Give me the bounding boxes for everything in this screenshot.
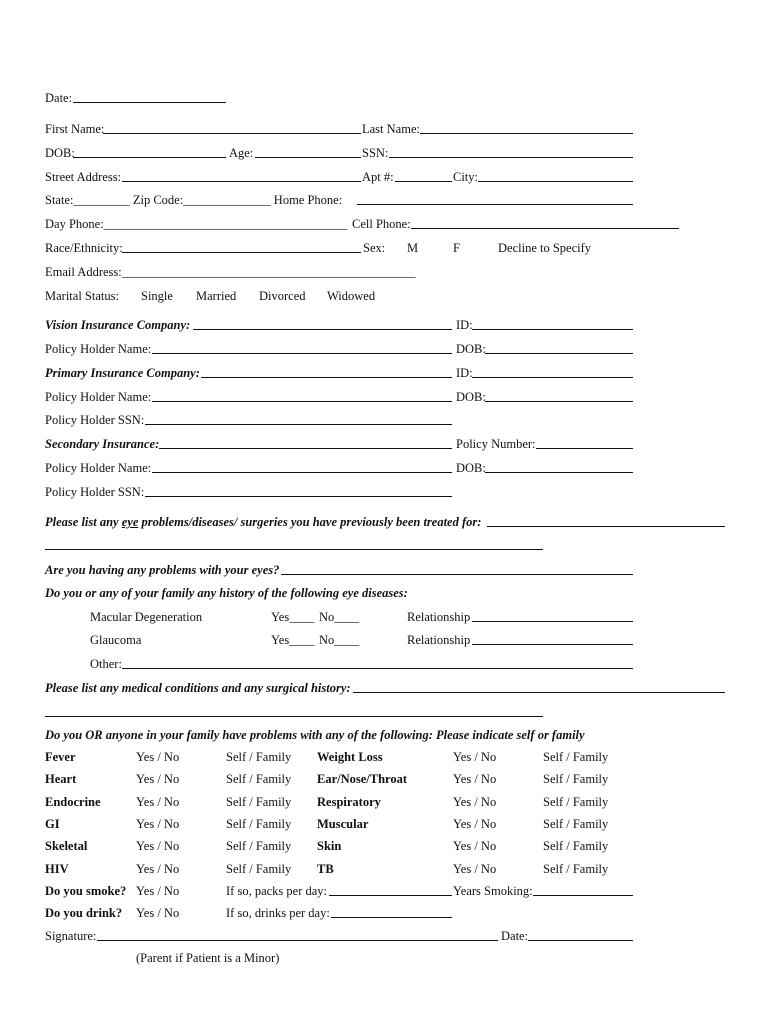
condition-tb: TB <box>317 862 334 876</box>
ssn-field[interactable] <box>389 157 633 158</box>
marital-option-divorced[interactable]: Divorced <box>259 289 306 303</box>
street-field[interactable] <box>122 181 361 182</box>
self-family-option[interactable]: Self / Family <box>543 795 609 809</box>
yes-no-option[interactable]: Yes / No <box>453 750 497 764</box>
drink-yes-no[interactable]: Yes / No <box>136 906 180 920</box>
first-name-label: First Name: <box>45 122 105 136</box>
macular-degeneration-label: Macular Degeneration <box>90 610 203 624</box>
yes-no-option[interactable]: Yes / No <box>453 795 497 809</box>
self-family-option[interactable]: Self / Family <box>226 795 292 809</box>
race-field[interactable] <box>122 252 361 253</box>
eye-problems-question: Are you having any problems with your eyes? <box>45 563 280 577</box>
date-field[interactable] <box>73 102 226 103</box>
primary-holder-name-label: Policy Holder Name: <box>45 390 152 404</box>
yes-no-option[interactable]: Yes / No <box>453 862 497 876</box>
marital-label: Marital Status: <box>45 289 119 303</box>
self-family-option[interactable]: Self / Family <box>226 839 292 853</box>
medical-history-field-2[interactable] <box>45 716 543 717</box>
condition-gi: GI <box>45 817 60 831</box>
vision-insurance-field[interactable] <box>193 329 452 330</box>
city-label: City: <box>453 170 479 184</box>
dob-label: DOB: <box>45 146 75 160</box>
state-zip-home-label: State:_________ Zip Code:______________ Home Phone: <box>45 193 343 207</box>
macular-relationship-label: Relationship <box>407 610 471 624</box>
last-name-label: Last Name: <box>362 122 420 136</box>
condition-ear-nose-throat: Ear/Nose/Throat <box>317 772 408 786</box>
yes-no-option[interactable]: Yes / No <box>136 817 180 831</box>
secondary-holder-ssn-field[interactable] <box>145 496 452 497</box>
primary-insurance-label: Primary Insurance Company: <box>45 366 200 380</box>
condition-respiratory: Respiratory <box>317 795 381 809</box>
other-label: Other: <box>90 657 122 671</box>
eye-question-emphasis: eye <box>121 515 139 529</box>
other-field[interactable] <box>122 668 633 669</box>
macular-relationship-field[interactable] <box>472 621 633 622</box>
apt-label: Apt #: <box>362 170 394 184</box>
day-phone-label: Day Phone:_______________________________________ <box>45 217 348 231</box>
primary-holder-dob-label: DOB: <box>456 390 486 404</box>
eye-history-field[interactable] <box>487 526 725 527</box>
city-field[interactable] <box>478 181 633 182</box>
glaucoma-no[interactable]: No____ <box>319 633 360 647</box>
self-family-option[interactable]: Self / Family <box>226 862 292 876</box>
age-label: Age: <box>229 146 254 160</box>
drink-question: Do you drink? <box>45 906 123 920</box>
self-family-option[interactable]: Self / Family <box>226 750 292 764</box>
condition-endocrine: Endocrine <box>45 795 101 809</box>
marital-option-married[interactable]: Married <box>196 289 237 303</box>
cell-phone-field[interactable] <box>411 228 679 229</box>
condition-skin: Skin <box>317 839 342 853</box>
condition-muscular: Muscular <box>317 817 369 831</box>
vision-holder-dob-field[interactable] <box>485 353 633 354</box>
home-phone-field[interactable] <box>357 204 633 205</box>
years-smoking-field[interactable] <box>533 895 633 896</box>
signature-date-label: Date: <box>501 929 529 943</box>
packs-per-day-field[interactable] <box>329 895 452 896</box>
glaucoma-relationship-label: Relationship <box>407 633 471 647</box>
yes-no-option[interactable]: Yes / No <box>136 795 180 809</box>
signature-field[interactable] <box>97 940 498 941</box>
secondary-holder-name-label: Policy Holder Name: <box>45 461 152 475</box>
macular-no[interactable]: No____ <box>319 610 360 624</box>
street-label: Street Address: <box>45 170 122 184</box>
sex-label: Sex: <box>363 241 386 255</box>
first-name-field[interactable] <box>103 133 361 134</box>
years-smoking-label: Years Smoking: <box>453 884 533 898</box>
primary-holder-name-field[interactable] <box>152 401 452 402</box>
secondary-holder-dob-field[interactable] <box>485 472 633 473</box>
packs-per-day-label: If so, packs per day: <box>226 884 328 898</box>
vision-id-field[interactable] <box>472 329 633 330</box>
self-family-option[interactable]: Self / Family <box>543 817 609 831</box>
age-field[interactable] <box>255 157 361 158</box>
self-family-option[interactable]: Self / Family <box>543 772 609 786</box>
secondary-insurance-label: Secondary Insurance: <box>45 437 160 451</box>
cell-phone-label: Cell Phone: <box>352 217 411 231</box>
self-family-option[interactable]: Self / Family <box>226 772 292 786</box>
sex-option-f[interactable]: F <box>453 241 460 255</box>
eye-history-field-2[interactable] <box>45 549 543 550</box>
yes-no-option[interactable]: Yes / No <box>136 839 180 853</box>
glaucoma-yes[interactable]: Yes____ <box>271 633 315 647</box>
email-label: Email Address:_______________________________________________ <box>45 265 416 279</box>
smoke-question: Do you smoke? <box>45 884 127 898</box>
yes-no-option[interactable]: Yes / No <box>453 839 497 853</box>
apt-field[interactable] <box>395 181 452 182</box>
vision-holder-dob-label: DOB: <box>456 342 486 356</box>
condition-weight-loss: Weight Loss <box>317 750 383 764</box>
self-family-option[interactable]: Self / Family <box>543 750 609 764</box>
eye-question-end: problems/diseases/ surgeries you have previously been treated for: <box>138 515 482 529</box>
signature-label: Signature: <box>45 929 97 943</box>
primary-holder-ssn-field[interactable] <box>145 424 452 425</box>
drinks-per-day-field[interactable] <box>331 917 452 918</box>
race-label: Race/Ethnicity: <box>45 241 123 255</box>
smoke-yes-no[interactable]: Yes / No <box>136 884 180 898</box>
eye-problems-field[interactable] <box>281 574 633 575</box>
signature-note: (Parent if Patient is a Minor) <box>136 951 280 965</box>
vision-id-label: ID: <box>456 318 473 332</box>
primary-id-field[interactable] <box>472 377 633 378</box>
conditions-heading: Do you OR anyone in your family have problems with any of the following: Please indicate self or family <box>45 728 585 742</box>
self-family-option[interactable]: Self / Family <box>543 862 609 876</box>
secondary-holder-dob-label: DOB: <box>456 461 486 475</box>
primary-insurance-field[interactable] <box>201 377 452 378</box>
condition-hiv: HIV <box>45 862 69 876</box>
condition-fever: Fever <box>45 750 76 764</box>
drinks-per-day-label: If so, drinks per day: <box>226 906 330 920</box>
marital-option-single[interactable]: Single <box>141 289 173 303</box>
secondary-holder-ssn-label: Policy Holder SSN: <box>45 485 145 499</box>
primary-id-label: ID: <box>456 366 473 380</box>
secondary-holder-name-field[interactable] <box>152 472 452 473</box>
policy-number-field[interactable] <box>536 448 633 449</box>
self-family-option[interactable]: Self / Family <box>226 817 292 831</box>
marital-option-widowed[interactable]: Widowed <box>327 289 376 303</box>
glaucoma-relationship-field[interactable] <box>472 644 633 645</box>
condition-heart: Heart <box>45 772 77 786</box>
yes-no-option[interactable]: Yes / No <box>136 862 180 876</box>
secondary-insurance-field[interactable] <box>159 448 452 449</box>
yes-no-option[interactable]: Yes / No <box>453 817 497 831</box>
date-label: Date: <box>45 91 73 105</box>
medical-history-field[interactable] <box>353 692 725 693</box>
eye-question-start: Please list any <box>45 515 122 529</box>
yes-no-option[interactable]: Yes / No <box>136 772 180 786</box>
vision-holder-name-label: Policy Holder Name: <box>45 342 152 356</box>
dob-field[interactable] <box>73 157 226 158</box>
glaucoma-label: Glaucoma <box>90 633 142 647</box>
vision-insurance-label: Vision Insurance Company: <box>45 318 191 332</box>
ssn-label: SSN: <box>362 146 389 160</box>
policy-number-label: Policy Number: <box>456 437 536 451</box>
vision-holder-name-field[interactable] <box>152 353 452 354</box>
sex-option-m[interactable]: M <box>407 241 419 255</box>
sex-option-decline[interactable]: Decline to Specify <box>498 241 592 255</box>
medical-history-question: Please list any medical conditions and any surgical history: <box>45 681 351 695</box>
macular-yes[interactable]: Yes____ <box>271 610 315 624</box>
yes-no-option[interactable]: Yes / No <box>136 750 180 764</box>
primary-holder-dob-field[interactable] <box>485 401 633 402</box>
family-eye-history-question: Do you or any of your family any history of the following eye diseases: <box>45 586 408 600</box>
condition-skeletal: Skeletal <box>45 839 88 853</box>
signature-date-field[interactable] <box>528 940 633 941</box>
primary-holder-ssn-label: Policy Holder SSN: <box>45 413 145 427</box>
yes-no-option[interactable]: Yes / No <box>453 772 497 786</box>
last-name-field[interactable] <box>420 133 633 134</box>
self-family-option[interactable]: Self / Family <box>543 839 609 853</box>
eye-history-question <box>45 515 481 529</box>
